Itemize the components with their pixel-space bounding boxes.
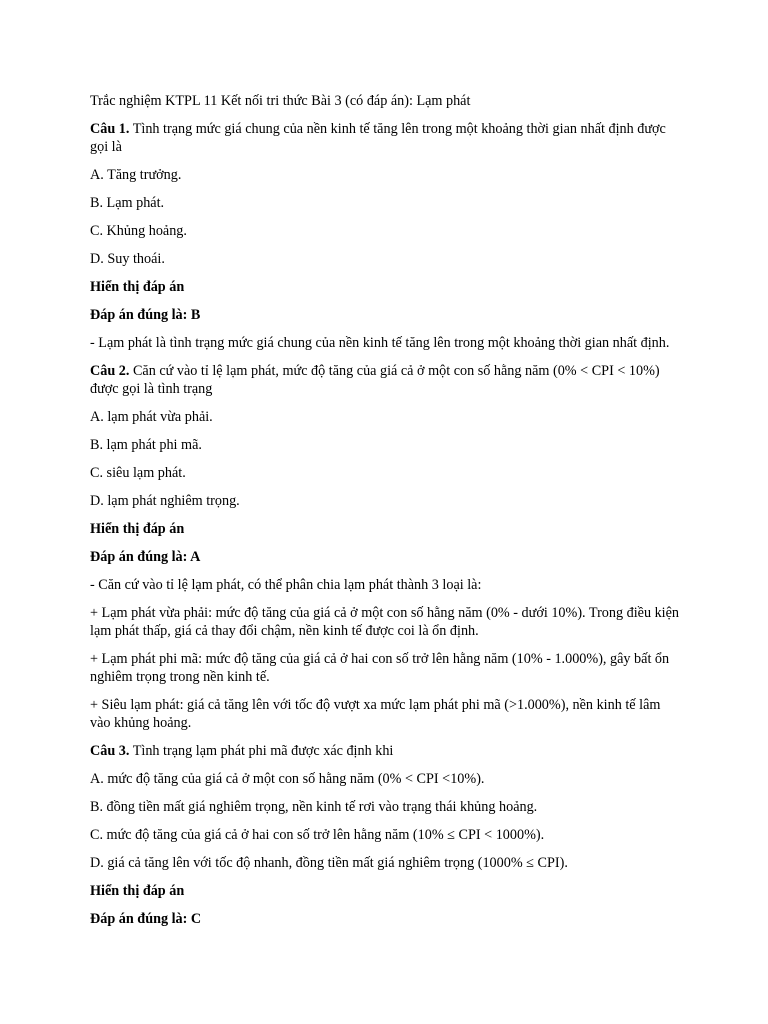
question-text — [90, 362, 680, 398]
option-a: A. Tăng trưởng. — [90, 167, 182, 183]
question-label: Câu 1. — [90, 121, 130, 137]
question-2 — [90, 362, 680, 732]
question-label: Câu 3. — [90, 743, 130, 759]
question-text — [90, 742, 680, 760]
question-1 — [90, 120, 680, 352]
question-body: Tình trạng lạm phát phi mã được xác định khi — [129, 743, 394, 759]
question-label: Câu 2. — [90, 363, 130, 379]
option-b: B. Lạm phát. — [90, 195, 165, 211]
explanation-line: + Lạm phát phi mã: mức độ tăng của giá cả ở hai con số trở lên hằng năm (10% - 1.000%), gây bất ổn nghiêm trọng trong nền kinh tế. — [90, 651, 670, 685]
show-answer-link[interactable]: Hiển thị đáp án — [90, 521, 185, 537]
option-d: D. Suy thoái. — [90, 251, 165, 267]
correct-answer: Đáp án đúng là: A — [90, 549, 201, 565]
option-c: C. siêu lạm phát. — [90, 465, 186, 481]
question-body: Tình trạng mức giá chung của nền kinh tế tăng lên trong một khoảng thời gian nhất định được gọi là — [90, 121, 666, 155]
explanation-line: - Lạm phát là tình trạng mức giá chung của nền kinh tế tăng lên trong một khoảng thời gian nhất định. — [90, 335, 670, 351]
correct-answer: Đáp án đúng là: B — [90, 307, 201, 323]
question-body: Căn cứ vào tỉ lệ lạm phát, mức độ tăng của giá cả ở một con số hằng năm (0% < CPI < 10%) được gọi là tình trạng — [90, 363, 660, 397]
document-page — [90, 92, 680, 938]
option-a: A. mức độ tăng của giá cả ở một con số hằng năm (0% < CPI <10%). — [90, 771, 485, 787]
option-d: D. lạm phát nghiêm trọng. — [90, 493, 240, 509]
question-3 — [90, 742, 680, 928]
question-text — [90, 120, 680, 156]
option-d: D. giá cả tăng lên với tốc độ nhanh, đồng tiền mất giá nghiêm trọng (1000% ≤ CPI). — [90, 855, 568, 871]
option-a: A. lạm phát vừa phải. — [90, 409, 213, 425]
show-answer-link[interactable]: Hiển thị đáp án — [90, 883, 185, 899]
explanation-line: - Căn cứ vào tỉ lệ lạm phát, có thể phân chia lạm phát thành 3 loại là: — [90, 577, 482, 593]
explanation-line: + Lạm phát vừa phải: mức độ tăng của giá cả ở một con số hằng năm (0% - dưới 10%). Trong điều kiện lạm phát thấp, giá cả thay đổi chậm, nền kinh tế được coi là ổn định. — [90, 605, 680, 639]
option-c: C. Khủng hoảng. — [90, 223, 187, 239]
option-b: B. đồng tiền mất giá nghiêm trọng, nền kinh tế rơi vào trạng thái khủng hoảng. — [90, 799, 538, 815]
correct-answer: Đáp án đúng là: C — [90, 911, 202, 927]
explanation-line: + Siêu lạm phát: giá cả tăng lên với tốc độ vượt xa mức lạm phát phi mã (>1.000%), nền kinh tế lâm vào khủng hoảng. — [90, 697, 661, 731]
option-c: C. mức độ tăng của giá cả ở hai con số trở lên hằng năm (10% ≤ CPI < 1000%). — [90, 827, 545, 843]
show-answer-link[interactable]: Hiển thị đáp án — [90, 279, 185, 295]
document-title: Trắc nghiệm KTPL 11 Kết nối tri thức Bài 3 (có đáp án): Lạm phát — [90, 93, 471, 109]
option-b: B. lạm phát phi mã. — [90, 437, 202, 453]
